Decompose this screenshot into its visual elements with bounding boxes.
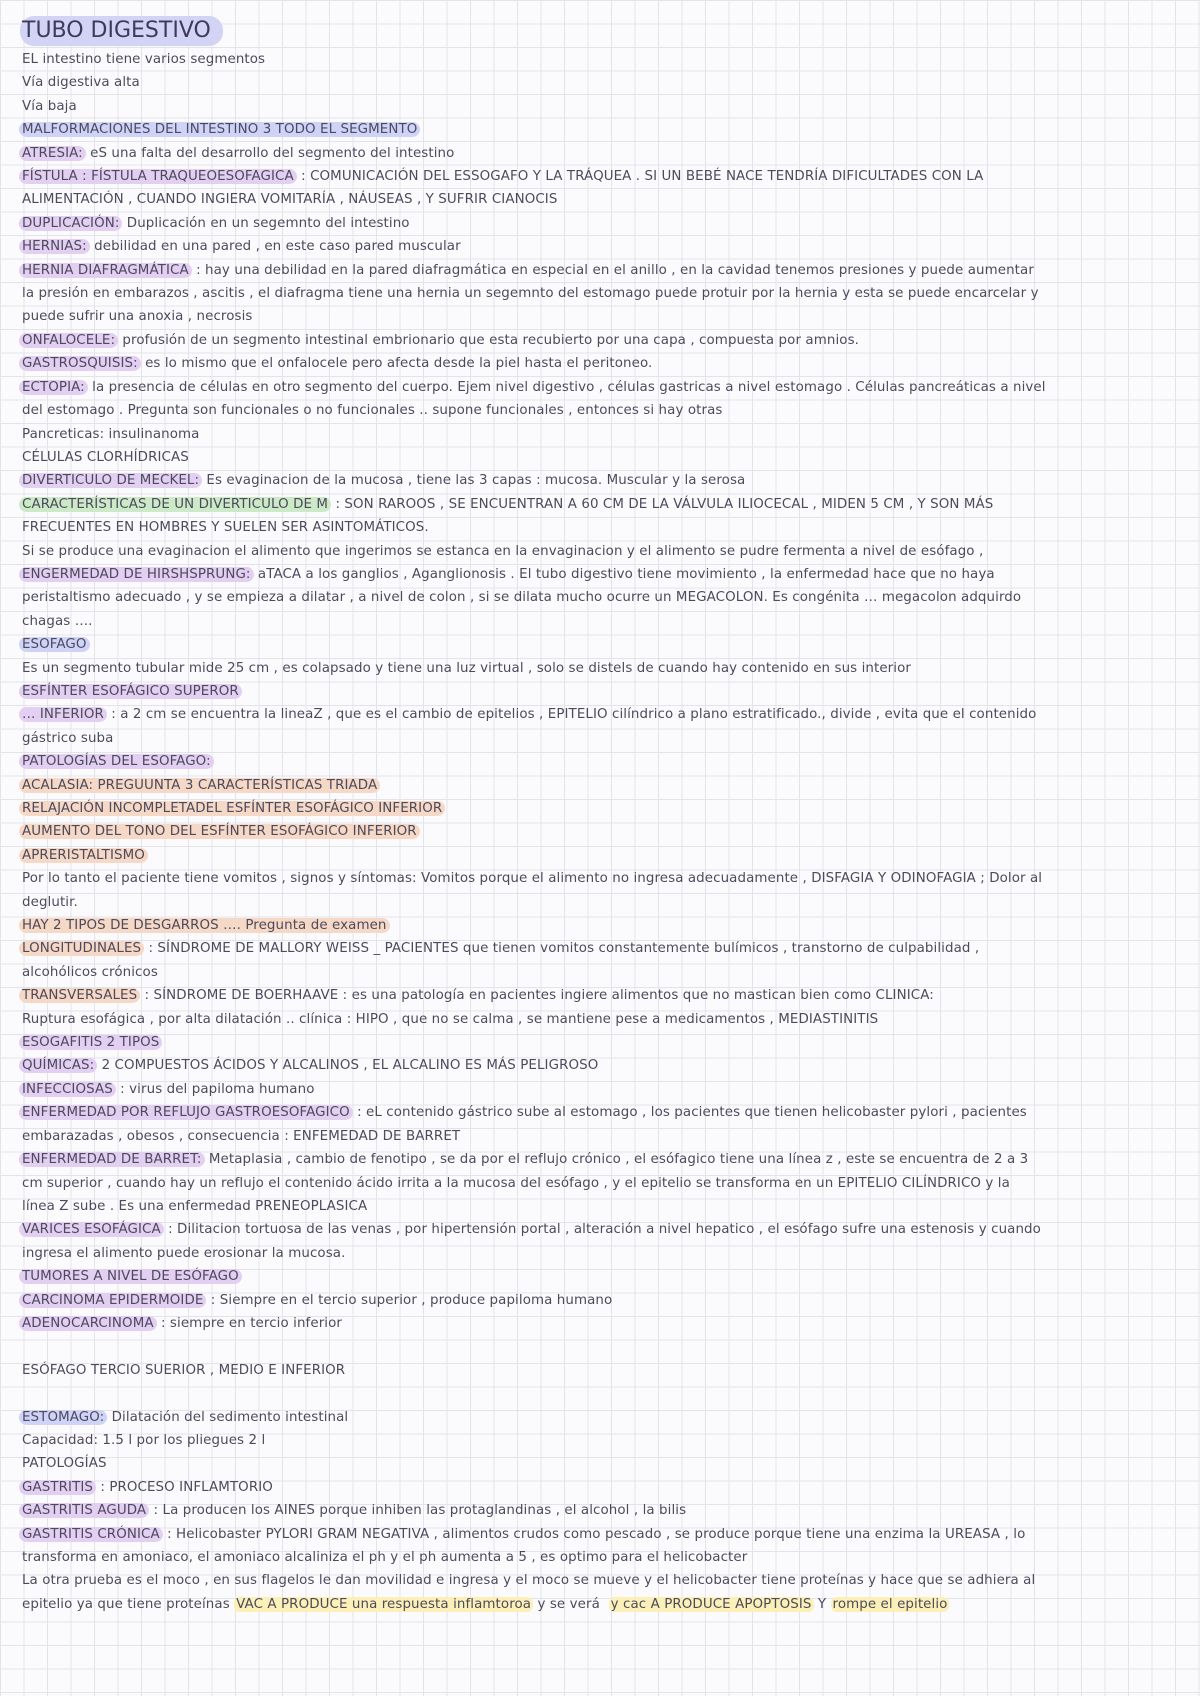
highlighted-term: DIVERTICULO DE MECKEL: (19, 473, 202, 488)
line-text: EL intestino tiene varios segmentos (22, 52, 266, 67)
highlighted-term: ESOFAGO (19, 637, 90, 652)
highlighted-term: … INFERIOR (19, 707, 107, 722)
line-text: : SÍNDROME DE BOERHAAVE : es una patología en pacientes ingiere alimentos que no mastican bien como CLINICA: (140, 988, 934, 1004)
note-line (22, 586, 1182, 609)
highlighted-term: GASTRITIS CRÓNICA (19, 1527, 163, 1542)
highlighted-term: GASTRITIS AGUDA (19, 1503, 149, 1518)
highlighted-term: CARACTERÍSTICAS DE UN DIVERTICULO DE M (19, 497, 331, 512)
note-line (22, 118, 1182, 141)
note-line (22, 95, 1182, 118)
page-title: TUBO DIGESTIVO (20, 16, 223, 46)
highlighted-term: ACALASIA: PREGUUNTA 3 CARACTERÍSTICAS TRIADA (19, 778, 380, 793)
highlighted-term: CARCINOMA EPIDERMOIDE (19, 1293, 206, 1308)
note-line (22, 1452, 1182, 1475)
note-line (22, 540, 1182, 563)
note-line (22, 1008, 1182, 1031)
line-text: aTACA a los ganglios , Aganglionosis . El tubo digestivo tiene movimiento , la enfermedad hace que no haya (253, 566, 995, 582)
line-text: deglutir. (22, 894, 78, 910)
line-text: del estomago . Pregunta son funcionales o no funcionales .. supone funcionales , entonces si hay otras (22, 403, 723, 419)
line-text: cm superior , cuando hay un reflujo el contenido ácido irrita a la mucosa del esófago , y el epitelio se transforma en un EPITELIO CILÍNDRICO y la (22, 1175, 1010, 1191)
line-text: Vía baja (22, 98, 77, 114)
note-line (22, 961, 1182, 984)
line-text: : COMUNICACIÓN DEL ESSOGAFO Y LA TRÁQUEA . SI UN BEBÉ NACE TENDRÍA DIFICULTADES CON LA (296, 169, 984, 185)
note-line (22, 844, 1182, 867)
note-line (22, 48, 1182, 71)
line-text: Metaplasia , cambio de fenotipo , se da por el reflujo crónico , el esófagico tiene una línea z , este se encuentra de 2 a 3 (204, 1152, 1029, 1168)
note-line (22, 797, 1182, 820)
line-text: : eL contenido gástrico sube al estomago , los pacientes que tienen helicobaster pylori , pacientes (352, 1105, 1027, 1121)
line-text: la presencia de células en otro segmento del cuerpo. Ejem nivel digestivo , células gastricas a nivel estomago . Células pancreáticas a nivel (87, 379, 1046, 395)
line-text: : Helicobaster PYLORI GRAM NEGATIVA , alimentos crudos como pescado , se produce porque tiene una enzima la UREASA , lo (162, 1526, 1026, 1542)
highlighted-term: ECTOPIA: (19, 380, 88, 395)
highlighted-term: TUMORES A NIVEL DE ESÓFAGO (19, 1269, 242, 1284)
highlighted-term: TRANSVERSALES (19, 988, 140, 1003)
note-line (22, 376, 1182, 399)
line-text: 2 COMPUESTOS ÁCIDOS Y ALCALINOS , EL ALCALINO ES MÁS PELIGROSO (97, 1058, 599, 1074)
note-line (22, 1125, 1182, 1148)
note-line (22, 1593, 1182, 1616)
highlighted-term: DUPLICACIÓN: (19, 216, 122, 231)
note-line (22, 1148, 1182, 1171)
note-line (22, 423, 1182, 446)
note-line (22, 1429, 1182, 1452)
note-line (22, 352, 1182, 375)
line-text: Pancreticas: insulinanoma (22, 426, 200, 442)
line-text: ingresa el alimento puede erosionar la mucosa. (22, 1245, 346, 1261)
note-line (22, 984, 1182, 1007)
note-line (22, 71, 1182, 94)
note-line (22, 1359, 1182, 1382)
note-line (22, 563, 1182, 586)
line-text: Y (813, 1596, 831, 1612)
note-line (22, 259, 1182, 282)
line-text: gástrico suba (22, 730, 114, 746)
line-text: ALIMENTACIÓN , CUANDO INGIERA VOMITARÍA , NÁUSEAS , Y SUFRIR CIANOCIS (22, 192, 558, 208)
note-line (22, 727, 1182, 750)
line-text: Si se produce una evaginacion el alimento que ingerimos se estanca en la envaginacion y el alimento se pudre fermenta a nivel de esófago , (22, 543, 984, 559)
line-text: : PROCESO INFLAMTORIO (96, 1479, 273, 1495)
highlighted-term: ENGERMEDAD DE HIRSHSPRUNG: (19, 567, 254, 582)
line-text: Es evaginacion de la mucosa , tiene las 3 capas : mucosa. Muscular y la serosa (202, 473, 746, 489)
highlighted-term: APRERISTALTISMO (19, 848, 148, 863)
highlighted-term: GASTROSQUISIS: (19, 356, 141, 371)
notes-body (22, 48, 1182, 1616)
line-text: puede sufrir una anoxia , necrosis (22, 309, 253, 325)
note-line (22, 1289, 1182, 1312)
note-line (22, 142, 1182, 165)
note-line (22, 937, 1182, 960)
highlighted-term: ESFÍNTER ESOFÁGICO SUPEROR (19, 684, 242, 699)
line-text: embarazadas , obesos , consecuencia : ENFEMEDAD DE BARRET (22, 1128, 461, 1144)
note-line (22, 399, 1182, 422)
highlighted-term: VARICES ESOFÁGICA (19, 1222, 164, 1237)
line-text: línea Z sube . Es una enfermedad PRENEOPLASICA (22, 1198, 368, 1214)
highlighted-term: RELAJACIÓN INCOMPLETADEL ESFÍNTER ESOFÁGICO INFERIOR (19, 801, 445, 816)
note-line (22, 1312, 1182, 1335)
note-line (22, 1476, 1182, 1499)
line-text: : hay una debilidad en la pared diafragmática en especial en el anillo , en la cavidad tenemos presiones y puede aumentar (191, 262, 1034, 278)
note-line (22, 1195, 1182, 1218)
notes-page (22, 16, 1182, 1616)
highlighted-term: ATRESIA: (19, 146, 86, 161)
note-line (22, 1335, 1182, 1358)
highlighted-term: INFECCIOSAS (19, 1082, 116, 1097)
highlighted-term: ONFALOCELE: (19, 333, 118, 348)
highlighted-term: ESTOMAGO: (19, 1410, 107, 1425)
highlighted-term: HERNIAS: (19, 239, 90, 254)
line-text: debilidad en una pared , en este caso pared muscular (89, 239, 461, 255)
line-text: La otra prueba es el moco , en sus flagelos le dan movilidad e ingresa y el moco se mueve y el helicobacter tiene proteínas y hace que se adhiera al (22, 1573, 1036, 1589)
highlighted-term: AUMENTO DEL TONO DEL ESFÍNTER ESOFÁGICO INFERIOR (19, 824, 420, 839)
note-line (22, 1242, 1182, 1265)
line-text: transforma en amoniaco, el amoniaco alcaliniza el ph y el ph aumenta a 5 , es optimo para el helicobacter (22, 1550, 748, 1565)
line-text: : SON RAROOS , SE ENCUENTRAN A 60 CM DE LA VÁLVULA ILIOCECAL , MIDEN 5 CM , Y SON MÁS (331, 496, 994, 512)
note-line (22, 1406, 1182, 1429)
highlighted-term: LONGITUDINALES (19, 941, 144, 956)
line-text: la presión en embarazos , ascitis , el diafragma tiene una hernia un segemnto del estomago puede protuir por la hernia y esta se puede encarcelar y (22, 286, 1039, 302)
line-text: alcohólicos crónicos (22, 964, 158, 980)
line-text: peristaltismo adecuado , y se empieza a dilatar , a nivel de colon , si se dilata mucho ocurre un MEGACOLON. Es congénita … megacolon adquirdo (22, 590, 1022, 606)
note-line (22, 1078, 1182, 1101)
line-text: FRECUENTES EN HOMBRES Y SUELEN SER ASINTOMÁTICOS. (22, 520, 429, 536)
highlighted-term: HAY 2 TIPOS DE DESGARROS …. Pregunta de examen (19, 918, 390, 933)
note-line (22, 1265, 1182, 1288)
note-line (22, 1172, 1182, 1195)
highlighted-phrase: VAC A PRODUCE una respuesta inflamtoroa (236, 1596, 532, 1612)
line-text: : virus del papiloma humano (115, 1081, 315, 1097)
highlighted-term: ESOGAFITIS 2 TIPOS (19, 1035, 162, 1050)
highlighted-term: FÍSTULA : FÍSTULA TRAQUEOESOFAGICA (19, 169, 297, 184)
line-text: epitelio ya que tiene proteínas (22, 1596, 235, 1612)
highlighted-term: ADENOCARCINOMA (19, 1316, 157, 1331)
line-text: profusión de un segmento intestinal embrionario que esta recubierto por una capa , compuesta por amnios. (118, 332, 859, 348)
note-line (22, 1031, 1182, 1054)
note-line (22, 1499, 1182, 1522)
note-line (22, 703, 1182, 726)
highlighted-term: ENFERMEDAD DE BARRET: (19, 1152, 205, 1167)
line-text: y se verá (533, 1596, 609, 1612)
line-text: : Siempre en el tercio superior , produce papiloma humano (206, 1292, 613, 1308)
note-line (22, 493, 1182, 516)
highlighted-term: GASTRITIS (19, 1480, 96, 1495)
line-text: Vía digestiva alta (22, 75, 140, 91)
note-line (22, 1523, 1182, 1546)
note-line (22, 235, 1182, 258)
highlighted-term: ENFERMEDAD POR REFLUJO GASTROESOFAGICO (19, 1105, 353, 1120)
note-line (22, 750, 1182, 773)
note-line (22, 305, 1182, 328)
line-text: eS una falta del desarrollo del segmento del intestino (85, 145, 455, 161)
note-line (22, 282, 1182, 305)
note-line (22, 914, 1182, 937)
note-line (22, 610, 1182, 633)
note-line (22, 1101, 1182, 1124)
line-text: Duplicación en un segemnto del intestino (122, 215, 410, 231)
line-text: Por lo tanto el paciente tiene vomitos , signos y síntomas: Vomitos porque el alimento no ingresa adecuadamente , DISFAGIA Y ODINOFAGIA ; Dolor al (22, 871, 1043, 887)
line-text: : Dilitacion tortuosa de las venas , por hipertensión portal , alteración a nivel hepatico , el esófago sufre una estenosis y cuando (163, 1222, 1041, 1238)
line-text: Dilatación del sedimento intestinal (107, 1409, 349, 1425)
note-line (22, 774, 1182, 797)
line-text: CÉLULAS CLORHÍDRICAS (22, 449, 189, 465)
note-line (22, 1218, 1182, 1241)
note-line (22, 212, 1182, 235)
note-line (22, 657, 1182, 680)
note-line (22, 165, 1182, 188)
line-text: : SÍNDROME DE MALLORY WEISS _ PACIENTES que tienen vomitos constantemente bulímicos , transtorno de culpabilidad , (144, 941, 980, 957)
highlighted-term: HERNIA DIAFRAGMÁTICA (19, 263, 192, 278)
line-text: chagas …. (22, 613, 93, 629)
line-text: : a 2 cm se encuentra la lineaZ , que es el cambio de epitelios , EPITELIO cilíndrico a plano estratificado., divide , evita que el contenido (106, 707, 1037, 723)
note-line (22, 516, 1182, 539)
note-line (22, 1382, 1182, 1405)
note-line (22, 1569, 1182, 1592)
highlighted-term: QUÍMICAS: (19, 1058, 97, 1073)
note-line (22, 469, 1182, 492)
line-text: Ruptura esofágica , por alta dilatación .. clínica : HIPO , que no se calma , se mantiene pese a medicamentos , MEDIASTINITIS (22, 1011, 879, 1027)
note-line (22, 446, 1182, 469)
highlighted-phrase: rompe el epitelio (832, 1596, 948, 1612)
note-line (22, 891, 1182, 914)
line-text: Capacidad: 1.5 l por los pliegues 2 l (22, 1432, 266, 1448)
highlighted-term: MALFORMACIONES DEL INTESTINO 3 TODO EL SEGMENTO (19, 122, 420, 137)
note-line (22, 867, 1182, 890)
note-line (22, 633, 1182, 656)
line-text: : siempre en tercio inferior (156, 1315, 343, 1331)
note-line (22, 188, 1182, 211)
line-text: PATOLOGÍAS (22, 1456, 107, 1472)
line-text: : La producen los AINES porque inhiben las protaglandinas , el alcohol , la bilis (149, 1503, 687, 1519)
note-line (22, 820, 1182, 843)
note-line (22, 680, 1182, 703)
note-line (22, 329, 1182, 352)
note-line (22, 1546, 1182, 1569)
line-text: es lo mismo que el onfalocele pero afecta desde la piel hasta el peritoneo. (140, 356, 653, 372)
line-text: ESÓFAGO TERCIO SUERIOR , MEDIO E INFERIOR (22, 1362, 346, 1378)
highlighted-phrase: y cac A PRODUCE APOPTOSIS (610, 1596, 812, 1612)
highlighted-term: PATOLOGÍAS DEL ESOFAGO: (19, 754, 214, 769)
line-text: Es un segmento tubular mide 25 cm , es colapsado y tiene una luz virtual , solo se distels de cuando hay contenido en sus interior (22, 660, 912, 676)
note-line (22, 1054, 1182, 1077)
